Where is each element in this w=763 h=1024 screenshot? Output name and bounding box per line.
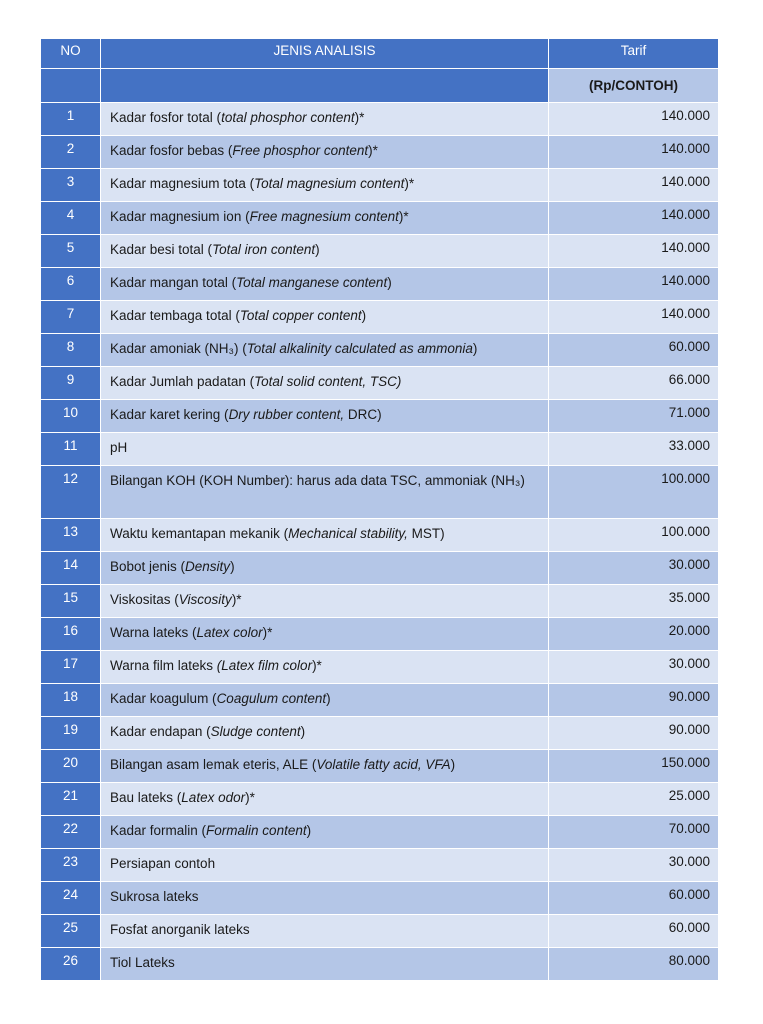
row-number: 23 xyxy=(41,849,101,882)
tariff-table xyxy=(40,38,719,981)
table-row xyxy=(41,202,719,235)
analysis-name xyxy=(101,783,549,816)
analysis-name xyxy=(101,367,549,400)
analysis-name-text: Warna lateks ( xyxy=(110,625,197,640)
analysis-name-text: Tiol Lateks xyxy=(110,955,175,970)
analysis-name xyxy=(101,466,549,519)
row-number: 16 xyxy=(41,618,101,651)
table-row xyxy=(41,169,719,202)
row-number: 7 xyxy=(41,301,101,334)
analysis-name-suffix: ) xyxy=(387,275,392,290)
tarif-value: 35.000 xyxy=(549,585,719,618)
analysis-name-english: (Latex film color xyxy=(216,658,313,673)
analysis-name-text: Bau lateks ( xyxy=(110,790,182,805)
tarif-value: 140.000 xyxy=(549,202,719,235)
analysis-name-text: Kadar koagulum ( xyxy=(110,691,217,706)
table-row xyxy=(41,268,719,301)
analysis-name-suffix: )* xyxy=(245,790,255,805)
analysis-name xyxy=(101,552,549,585)
analysis-name-suffix: )* xyxy=(404,176,415,191)
table-row xyxy=(41,618,719,651)
row-number: 22 xyxy=(41,816,101,849)
header-analysis-type: JENIS ANALISIS xyxy=(101,39,549,69)
analysis-name-english: Volatile fatty acid, VFA xyxy=(316,757,451,772)
tarif-value: 70.000 xyxy=(549,816,719,849)
table-row xyxy=(41,849,719,882)
tarif-value: 25.000 xyxy=(549,783,719,816)
analysis-name xyxy=(101,684,549,717)
tarif-value: 60.000 xyxy=(549,915,719,948)
analysis-name-english: Dry rubber content, xyxy=(228,407,345,422)
analysis-name-text: Kadar besi total ( xyxy=(110,242,213,257)
analysis-name-text: Kadar amoniak (NH₃) ( xyxy=(110,341,247,356)
analysis-name-text: Kadar tembaga total ( xyxy=(110,308,240,323)
row-number: 15 xyxy=(41,585,101,618)
row-number: 17 xyxy=(41,651,101,684)
tarif-value: 90.000 xyxy=(549,684,719,717)
table-row xyxy=(41,136,719,169)
analysis-name-suffix: )* xyxy=(312,658,322,673)
analysis-name-text: Kadar karet kering ( xyxy=(110,407,229,422)
table-row xyxy=(41,235,719,268)
analysis-name-text: Kadar endapan ( xyxy=(110,724,211,739)
analysis-name-english: Density xyxy=(185,559,231,574)
row-number: 18 xyxy=(41,684,101,717)
analysis-name-english: Latex color xyxy=(196,625,263,640)
analysis-name xyxy=(101,519,549,552)
analysis-name xyxy=(101,618,549,651)
table-row xyxy=(41,334,719,367)
header-tarif: Tarif xyxy=(549,39,719,69)
analysis-name-english: Free magnesium content xyxy=(249,209,399,224)
analysis-name-text: Kadar formalin ( xyxy=(110,823,207,838)
analysis-name-suffix: ) xyxy=(361,308,367,323)
analysis-name-text: Waktu kemantapan mekanik ( xyxy=(110,526,289,541)
analysis-name-suffix: ) xyxy=(230,559,235,574)
table-row xyxy=(41,585,719,618)
analysis-name-suffix: ) xyxy=(315,242,320,257)
analysis-name-suffix: )* xyxy=(368,143,378,158)
table-row xyxy=(41,367,719,400)
analysis-name xyxy=(101,169,549,202)
row-number: 6 xyxy=(41,268,101,301)
analysis-name-english: Total iron content xyxy=(212,242,316,257)
analysis-name xyxy=(101,103,549,136)
table-row xyxy=(41,103,719,136)
row-number: 12 xyxy=(41,466,101,519)
tarif-value: 150.000 xyxy=(549,750,719,783)
table-row xyxy=(41,882,719,915)
analysis-name-english: Total copper content xyxy=(239,308,362,323)
analysis-name xyxy=(101,136,549,169)
row-number: 10 xyxy=(41,400,101,433)
analysis-name-english: Coagulum content xyxy=(216,691,327,706)
tarif-value: 100.000 xyxy=(549,519,719,552)
tarif-value: 60.000 xyxy=(549,882,719,915)
table-row xyxy=(41,915,719,948)
tarif-value: 20.000 xyxy=(549,618,719,651)
table-row xyxy=(41,433,719,466)
analysis-name-text: Persiapan contoh xyxy=(110,856,216,871)
header-no-blank xyxy=(41,69,101,103)
analysis-name-suffix: MST) xyxy=(407,526,445,541)
row-number: 25 xyxy=(41,915,101,948)
row-number: 11 xyxy=(41,433,101,466)
tarif-value: 100.000 xyxy=(549,466,719,519)
row-number: 8 xyxy=(41,334,101,367)
analysis-name xyxy=(101,882,549,915)
analysis-name-text: Kadar mangan total ( xyxy=(110,275,237,290)
header-unit: (Rp/CONTOH) xyxy=(549,69,719,103)
analysis-name-suffix: ) xyxy=(450,757,456,772)
analysis-name xyxy=(101,268,549,301)
table-row xyxy=(41,552,719,585)
tarif-value: 90.000 xyxy=(549,717,719,750)
analysis-name xyxy=(101,651,549,684)
analysis-name-suffix: ) xyxy=(326,691,331,706)
analysis-name xyxy=(101,433,549,466)
table-row xyxy=(41,400,719,433)
analysis-name-text: Kadar fosfor total ( xyxy=(110,110,222,125)
analysis-name-text: Fosfat anorganik lateks xyxy=(110,922,250,937)
analysis-name-text: Warna film lateks xyxy=(110,658,217,673)
analysis-name-text: Kadar magnesium tota ( xyxy=(110,176,255,191)
analysis-name-english: Formalin content xyxy=(206,823,307,838)
analysis-name xyxy=(101,202,549,235)
table-row xyxy=(41,783,719,816)
analysis-name-text: Sukrosa lateks xyxy=(110,889,199,904)
row-number: 2 xyxy=(41,136,101,169)
analysis-name-text: Viskositas ( xyxy=(110,592,179,607)
table-row xyxy=(41,717,719,750)
analysis-name-suffix: ) xyxy=(472,341,478,356)
row-number: 1 xyxy=(41,103,101,136)
table-row xyxy=(41,519,719,552)
analysis-name-text: pH xyxy=(110,440,128,455)
analysis-name xyxy=(101,334,549,367)
analysis-name-english: total phosphor content xyxy=(221,110,355,125)
header-row xyxy=(41,39,719,69)
header-analysis-blank xyxy=(101,69,549,103)
analysis-name xyxy=(101,717,549,750)
tarif-value: 140.000 xyxy=(549,136,719,169)
row-number: 20 xyxy=(41,750,101,783)
table-row xyxy=(41,466,719,519)
tarif-value: 140.000 xyxy=(549,169,719,202)
analysis-name-text: Kadar magnesium ion ( xyxy=(110,209,250,224)
analysis-name xyxy=(101,849,549,882)
tarif-value: 30.000 xyxy=(549,552,719,585)
analysis-name xyxy=(101,400,549,433)
row-number: 21 xyxy=(41,783,101,816)
analysis-name xyxy=(101,585,549,618)
analysis-name-text: Kadar fosfor bebas ( xyxy=(110,143,233,158)
analysis-name-english: Total solid content, TSC) xyxy=(254,374,402,389)
table-row xyxy=(41,816,719,849)
row-number: 14 xyxy=(41,552,101,585)
tarif-value: 140.000 xyxy=(549,103,719,136)
analysis-name-suffix: ) xyxy=(306,823,312,838)
analysis-name-english: Total magnesium content xyxy=(254,176,405,191)
row-number: 24 xyxy=(41,882,101,915)
table-row xyxy=(41,651,719,684)
tarif-value: 66.000 xyxy=(549,367,719,400)
analysis-name-text: Bobot jenis ( xyxy=(110,559,186,574)
row-number: 5 xyxy=(41,235,101,268)
row-number: 3 xyxy=(41,169,101,202)
analysis-name-english: Sludge content xyxy=(210,724,301,739)
analysis-name xyxy=(101,948,549,981)
table-row xyxy=(41,684,719,717)
analysis-name-english: Latex odor xyxy=(181,790,246,805)
row-number: 26 xyxy=(41,948,101,981)
analysis-name-text: Bilangan asam lemak eteris, ALE ( xyxy=(110,757,317,772)
analysis-name-suffix: )* xyxy=(231,592,242,607)
tarif-value: 80.000 xyxy=(549,948,719,981)
analysis-name-text: Bilangan KOH (KOH Number): harus ada data TSC, ammoniak (NH₃) xyxy=(110,473,525,488)
tarif-value: 71.000 xyxy=(549,400,719,433)
analysis-name-suffix: )* xyxy=(354,110,365,125)
tarif-value: 140.000 xyxy=(549,268,719,301)
tarif-value: 140.000 xyxy=(549,301,719,334)
tarif-value: 33.000 xyxy=(549,433,719,466)
tarif-value: 30.000 xyxy=(549,849,719,882)
table-row xyxy=(41,301,719,334)
header-no: NO xyxy=(41,39,101,69)
row-number: 9 xyxy=(41,367,101,400)
analysis-name-english: Free phosphor content xyxy=(232,143,369,158)
analysis-name-text: Kadar Jumlah padatan ( xyxy=(110,374,255,389)
row-number: 19 xyxy=(41,717,101,750)
analysis-name xyxy=(101,816,549,849)
analysis-name-suffix: )* xyxy=(398,209,409,224)
analysis-name xyxy=(101,750,549,783)
tarif-value: 140.000 xyxy=(549,235,719,268)
header-subrow xyxy=(41,69,719,103)
analysis-name-english: Viscosity xyxy=(178,592,232,607)
analysis-name-suffix: ) xyxy=(300,724,306,739)
analysis-name-english: Mechanical stability, xyxy=(288,526,408,541)
tariff-table-container xyxy=(40,38,718,981)
analysis-name xyxy=(101,915,549,948)
analysis-name xyxy=(101,301,549,334)
analysis-name-suffix: DRC) xyxy=(344,407,382,422)
table-row xyxy=(41,750,719,783)
analysis-name-english: Total manganese content xyxy=(236,275,388,290)
analysis-name-suffix: )* xyxy=(262,625,273,640)
tarif-value: 60.000 xyxy=(549,334,719,367)
row-number: 4 xyxy=(41,202,101,235)
tarif-value: 30.000 xyxy=(549,651,719,684)
analysis-name-english: Total alkalinity calculated as ammonia xyxy=(246,341,473,356)
analysis-name xyxy=(101,235,549,268)
row-number: 13 xyxy=(41,519,101,552)
table-row xyxy=(41,948,719,981)
